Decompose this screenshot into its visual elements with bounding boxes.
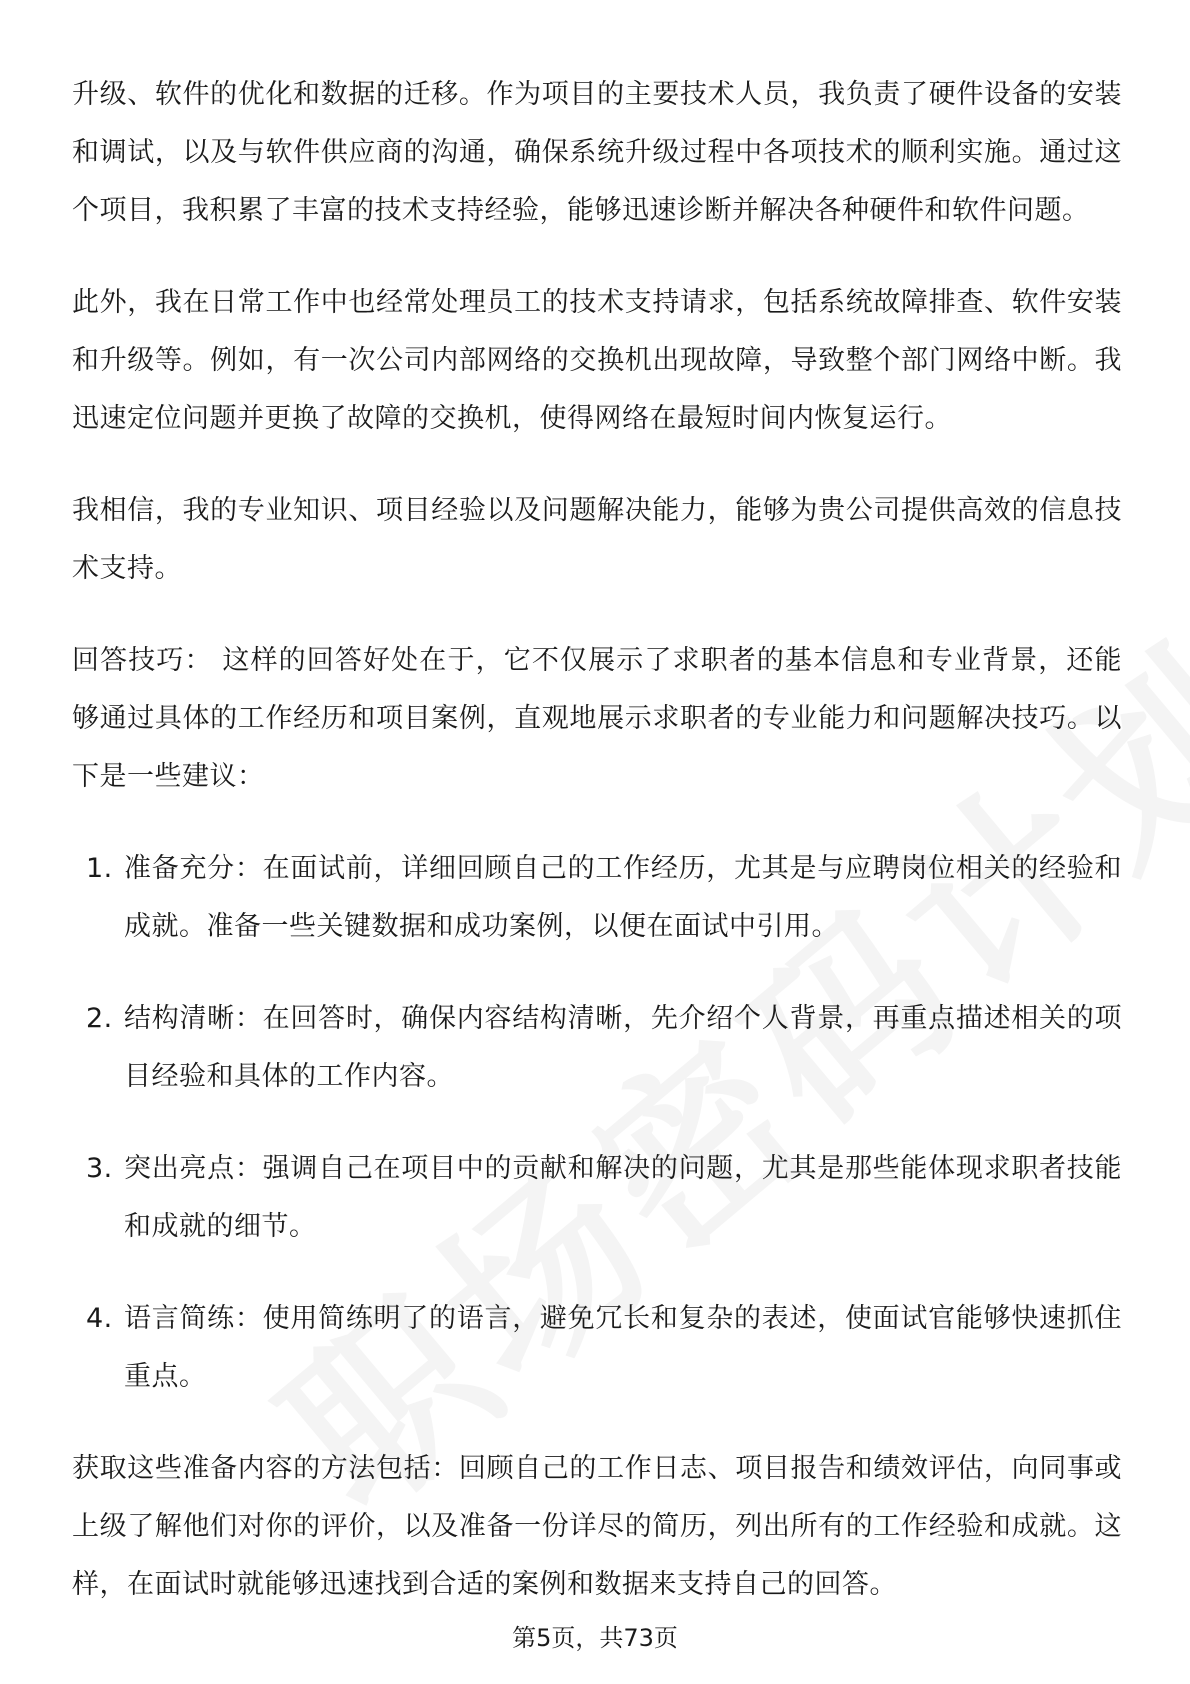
paragraph-answer-tips: 回答技巧： 这样的回答好处在于，它不仅展示了求职者的基本信息和专业背景，还能够通过具体的工作经历和项目案例，直观地展示求职者的专业能力和问题解决技巧。以下是一些建议： [72,645,1122,792]
paragraph-project-support: 升级、软件的优化和数据的迁移。作为项目的主要技术人员，我负责了硬件设备的安装和调试，以及与软件供应商的沟通，确保系统升级过程中各项技术的顺利实施。通过这个项目，我积累了丰富的技术支持经验，能够迅速诊断并解决各种硬件和软件问题。 [72,79,1122,226]
list-item-number: 3. [86,1153,113,1184]
tips-list [72,840,1122,1406]
list-item-text: 突出亮点：强调自己在项目中的贡献和解决的问题，尤其是那些能体现求职者技能和成就的细节。 [124,1153,1122,1242]
page-number-footer: 第5页，共73页 [512,1624,678,1652]
list-item-text: 结构清晰：在回答时，确保内容结构清晰，先介绍个人背景，再重点描述相关的项目经验和具体的工作内容。 [124,1003,1122,1092]
list-item [72,990,1122,1106]
list-item [72,1290,1122,1406]
document-body [72,66,1122,1648]
paragraph-conclusion: 我相信，我的专业知识、项目经验以及问题解决能力，能够为贵公司提供高效的信息技术支持。 [72,495,1122,584]
list-item-number: 4. [86,1303,113,1334]
paragraph-closing: 获取这些准备内容的方法包括：回顾自己的工作日志、项目报告和绩效评估，向同事或上级了解他们对你的评价，以及准备一份详尽的简历，列出所有的工作经验和成就。这样，在面试时就能够迅速找到合适的案例和数据来支持自己的回答。 [72,1453,1122,1600]
paragraph-daily-support: 此外，我在日常工作中也经常处理员工的技术支持请求，包括系统故障排查、软件安装和升级等。例如，有一次公司内部网络的交换机出现故障，导致整个部门网络中断。我迅速定位问题并更换了故障的交换机，使得网络在最短时间内恢复运行。 [72,287,1122,434]
list-item-text: 准备充分：在面试前，详细回顾自己的工作经历，尤其是与应聘岗位相关的经验和成就。准备一些关键数据和成功案例，以便在面试中引用。 [124,853,1122,942]
list-item-number: 2. [86,1003,113,1034]
list-item [72,840,1122,956]
list-item [72,1140,1122,1256]
list-item-number: 1. [86,853,113,884]
list-item-text: 语言简练：使用简练明了的语言，避免冗长和复杂的表述，使面试官能够快速抓住重点。 [124,1303,1122,1392]
